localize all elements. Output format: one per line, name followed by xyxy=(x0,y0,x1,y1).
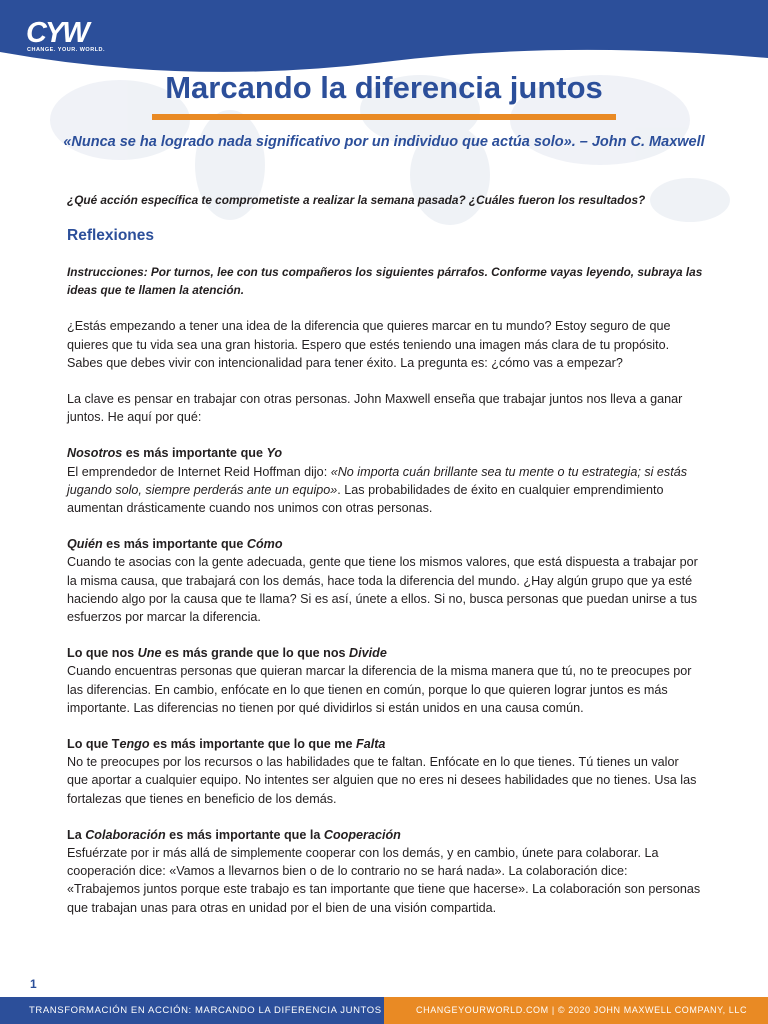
heading-mid: es más grande que lo que nos xyxy=(161,646,350,661)
heading-term-a: engo xyxy=(119,737,150,752)
heading-mid: es más importante que la xyxy=(165,827,324,842)
section-heading xyxy=(67,735,703,753)
section-body: Cuando encuentras personas que quieran marcar la diferencia de la misma manera que tú, no te preocupes por las diferencias. En cambio, enfócate en lo que tienen en común, porque lo que quieren lograr juntos es más importante. Las diferencias no tienen por qué dividirlos si están unidos en una causa común. xyxy=(67,664,692,715)
heading-mid: es más importante que xyxy=(122,446,267,461)
heading-term-b: Falta xyxy=(356,737,386,752)
section-colaboracion-cooperacion xyxy=(67,826,703,917)
section-heading-reflexiones: Reflexiones xyxy=(67,227,155,244)
instructions: Instrucciones: Por turnos, lee con tus compañeros los siguientes párrafos. Conforme vayas leyendo, subraya las ideas que te llamen la atención. xyxy=(67,265,703,298)
section-une-divide xyxy=(67,644,703,717)
heading-mid: es más importante que xyxy=(102,537,247,552)
section-body: Cuando te asocias con la gente adecuada, gente que tiene los mismos valores, que está dispuesta a trabajar por la misma causa, que trabajará con los demás, hace toda la diferencia del mundo. ¿Hay algún grupo que ya esté haciendo algo por la causa que te llama? Si es así, únete a ellos. Si no, busca personas que puedan unirse a tus esfuerzos por marcar la diferencia. xyxy=(67,555,698,625)
heading-term-a: Nosotros xyxy=(67,446,123,461)
section-heading xyxy=(67,644,703,662)
heading-term-b: Yo xyxy=(266,446,283,461)
heading-pre: Lo que T xyxy=(67,737,120,752)
section-body: Esfuérzate por ir más allá de simplemente cooperar con los demás, y en cambio, únete para colaborar. La cooperación dice: «Vamos a llevarnos bien o de lo contrario no se hará nada». La colaboración dice: «Trabajemos juntos porque este trabajo es tan importante que tiene que hacerse». La colaboración son personas que trabajan unas para otras en unidad por el bien de una visión compartida. xyxy=(67,846,701,915)
heading-term-b: Cooperación xyxy=(323,827,401,842)
heading-term-b: Divide xyxy=(349,646,387,661)
logo-mark: CYW xyxy=(26,17,88,49)
body-quote: «No importa cuán brillante sea tu mente o tu estrategia; si estás jugando solo, siempre perderás ante un equipo» xyxy=(67,464,688,497)
question-prompt: ¿Qué acción específica te comprometiste a realizar la semana pasada? ¿Cuáles fueron los resultados? xyxy=(67,193,646,207)
section-tengo-falta xyxy=(67,735,703,808)
heading-term-a: Quién xyxy=(67,537,103,552)
section-body: No te preocupes por los recursos o las habilidades que te faltan. Enfócate en lo que tienes. Tú tienes un valor que aportar a cualquier equipo. No intentes ser alguien que no eres ni desees habilidades que no tienes. Usa las fortalezas que tienes en beneficio de los demás. xyxy=(67,755,697,806)
intro-paragraph-1: ¿Estás empezando a tener una idea de la diferencia que quieres marcar en tu mundo? Estoy seguro de que quieres que tu vida sea una gran historia. Espero que estés teniendo una imagen más clara de tu propósito. Sabes que debes vivir con intencionalidad para tener éxito. La pregunta es: ¿cómo vas a empezar? xyxy=(67,319,671,370)
content-body xyxy=(67,263,703,935)
body-text-end: . Las probabilidades de éxito en cualquier emprendimiento aumentan drásticamente cuando nos unimos con otras personas. xyxy=(67,482,664,516)
section-heading xyxy=(67,444,703,462)
heading-pre: La xyxy=(67,827,86,842)
title-underline xyxy=(152,114,616,120)
section-quien-como xyxy=(67,535,703,626)
page-number: 1 xyxy=(30,977,37,991)
heading-term-a: Colaboración xyxy=(85,827,166,842)
logo-tagline: CHANGE. YOUR. WORLD. xyxy=(27,47,106,53)
footer xyxy=(0,997,768,1024)
quote: «Nunca se ha logrado nada significativo por un individuo que actúa solo». – John C. Maxwell xyxy=(63,134,705,150)
heading-pre: Lo que nos xyxy=(67,646,138,661)
footer-copyright-link[interactable]: CHANGEYOURWORLD.COM | © 2020 JOHN MAXWELL COMPANY, LLC xyxy=(384,997,768,1024)
section-body xyxy=(67,465,687,515)
heading-term-a: Une xyxy=(137,646,162,661)
heading-mid: es más importante que lo que me xyxy=(149,737,357,752)
heading-term-b: Cómo xyxy=(246,537,283,552)
section-heading xyxy=(67,826,703,844)
section-heading xyxy=(67,535,703,553)
cyw-logo[interactable] xyxy=(26,17,106,58)
footer-program-title: TRANSFORMACIÓN EN ACCIÓN: MARCANDO LA DIFERENCIA JUNTOS xyxy=(0,997,384,1024)
body-text: El emprendedor de Internet Reid Hoffman dijo: xyxy=(67,464,331,479)
section-nosotros-yo xyxy=(67,444,703,517)
intro-paragraph-2: La clave es pensar en trabajar con otras personas. John Maxwell enseña que trabajar juntos nos lleva a ganar juntos. He aquí por qué: xyxy=(67,392,683,425)
page-title: Marcando la diferencia juntos xyxy=(165,70,603,105)
